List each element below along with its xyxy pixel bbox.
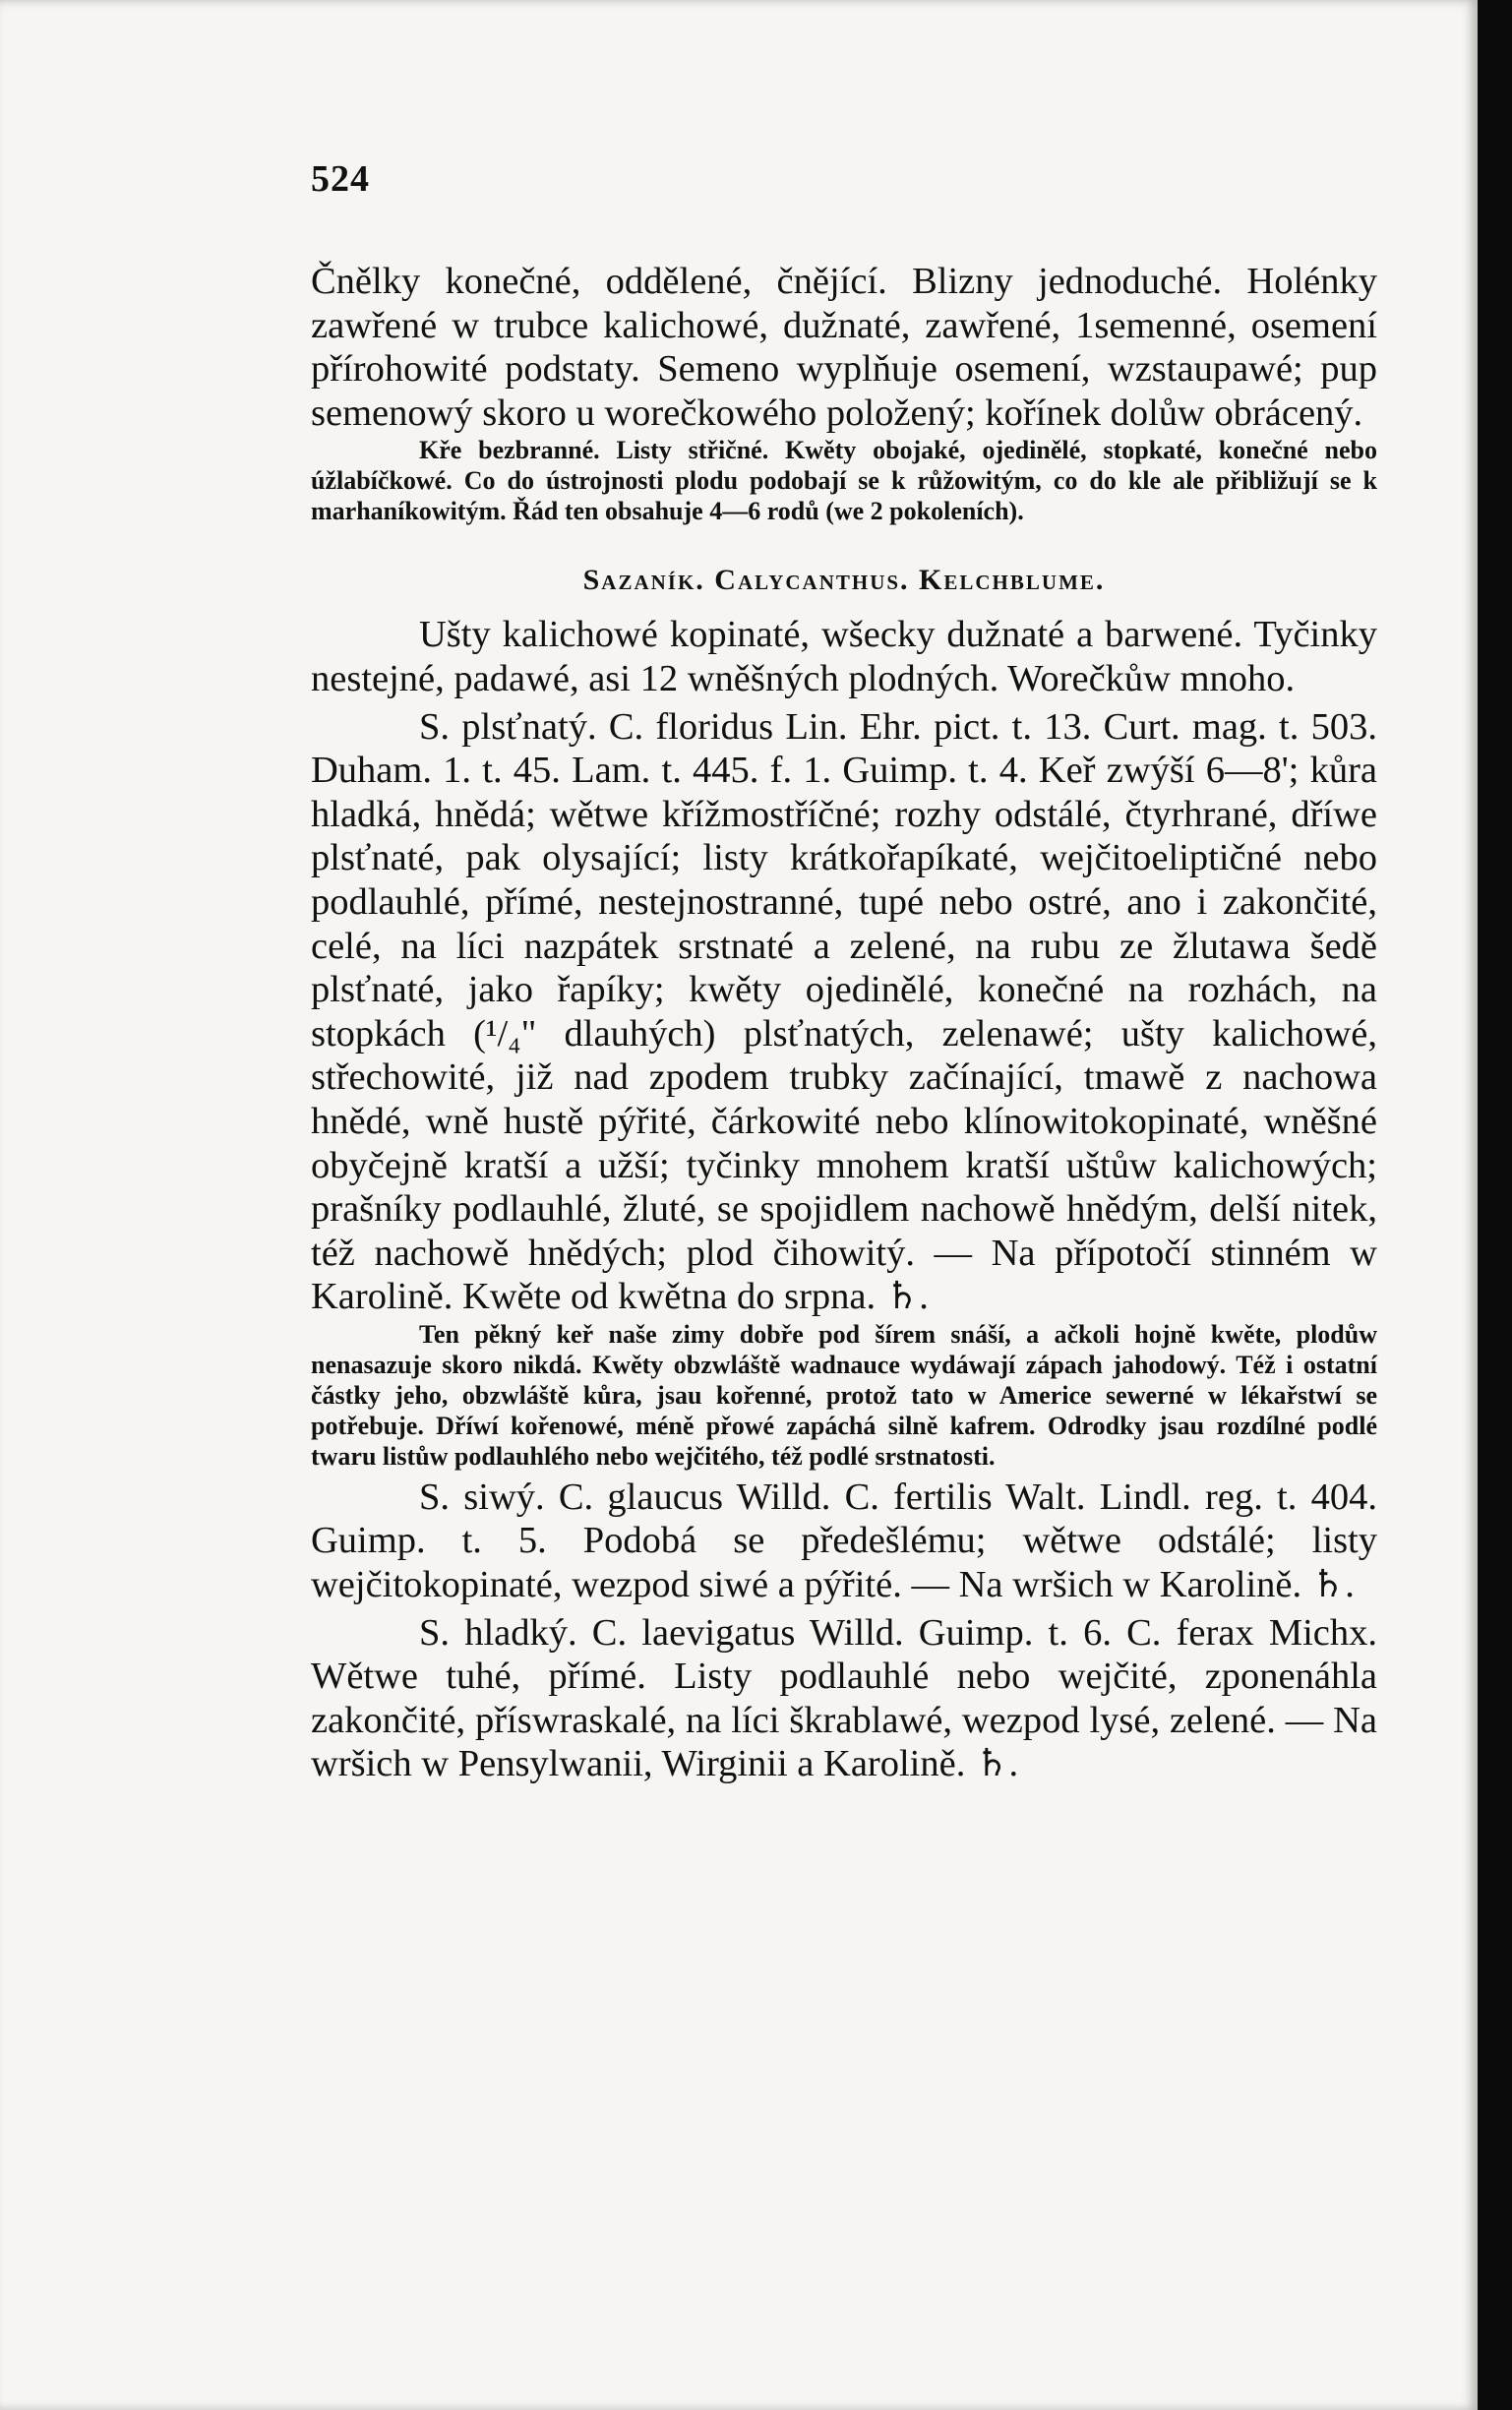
scan-edge (1478, 0, 1512, 2410)
family-description: Kře bezbranné. Listy střičné. Kwěty obojaké, ojedinělé, stopkaté, konečné nebo úžlabíčkowé. Co do ústrojnosti plodu podobají se k růžowitým, co do kle ale přibližují se k marhaníkowitým. Řád ten obsahuje 4—6 rodů (we 2 pokoleních). (311, 436, 1377, 526)
page-number: 524 (311, 158, 370, 200)
intro-paragraph: Čnělky konečné, oddělené, čnějící. Blizny jednoduché. Holénky zawřené w trubce kalichowé, dužnaté, zawřené, 1semenné, osemení přírohowité podstaty. Semeno wyplňuje osemení, wzstaupawé; pup semenowý skoro u worečkowého položený; kořínek dolůw obrácený. (311, 261, 1377, 434)
species-hladky: S. hladký. C. laevigatus Willd. Guimp. t. 6. C. ferax Michx. Wětwe tuhé, přímé. Listy podlauhlé nebo wejčité, zponenáhla zakončité, příswraskalé, na líci škrablawé, wezpod lysé, zelené. — Na wršich w Pensylwanii, Wirginii a Karolině. ♄. (311, 1611, 1377, 1785)
species-plstnaty-note: Ten pěkný keř naše zimy dobře pod šírem snáší, a ačkoli hojně kwěte, plodůw nenasazuje skoro nikdá. Kwěty obzwláště wadnauce wydáwají zápach jahodowý. Též i ostatní částky jeho, obzwláště kůra, jsau kořenné, protož tato w Americe sewerné w lékařstwí se potřebuje. Dříwí kořenowé, méně přowé zapáchá silně kafrem. Odrodky jsau rozdílné podlé twaru listůw podlauhlého nebo wejčitého, též podlé srstnatosti. (311, 1319, 1377, 1471)
genus-description: Ušty kalichowé kopinaté, wšecky dužnaté a barwené. Tyčinky nestejné, padawé, asi 12 wněšných plodných. Worečkůw mnoho. (311, 614, 1377, 699)
genus-heading: Sazaník. Calycanthus. Kelchblume. (582, 564, 1106, 597)
species-siwy: S. siwý. C. glaucus Willd. C. fertilis Walt. Lindl. reg. t. 404. Guimp. t. 5. Podobá se předešlému; wětwe odstálé; listy wejčitokopinaté, wezpod siwé a pýřité. — Na wršich w Karolině. ♄. (311, 1476, 1377, 1606)
page-content (311, 157, 1377, 1786)
species-plstnaty: S. plsťnatý. C. floridus Lin. Ehr. pict. t. 13. Curt. mag. t. 503. Duham. 1. t. 45. Lam. t. 445. f. 1. Guimp. t. 4. Keř zwýší 6—8'; kůra hladká, hnědá; wětwe křížmostříčné; rozhy odstálé, čtyrhrané, dříwe plsťnaté, pak olysající; listy krátkořapíkaté, wejčitoeliptičné nebo podlauhlé, přímé, nestejnostranné, tupé nebo ostré, ano i zakončité, celé, na líci nazpátek srstnaté a zelené, na rubu ze žlutawa šedě plsťnaté, jako řapíky; kwěty ojedinělé, konečné na rozhách, na stopkách (¹/₄" dlauhých) plsťnatých, zelenawé; ušty kalichowé, střechowité, již nad zpodem trubky začínající, tmawě z nachowa hnědé, wně hustě pýřité, čárkowité nebo klínowitokopinaté, wněšné obyčejně kratší a užší; tyčinky mnohem kratší uštůw kalichowých; prašníky podlauhlé, žluté, se spojidlem nachowě hnědým, delší nitek, též nachowě hnědých; plod čihowitý. — Na přípotočí stinném w Karolině. Kwěte od kwětna do srpna. ♄. (311, 705, 1377, 1318)
